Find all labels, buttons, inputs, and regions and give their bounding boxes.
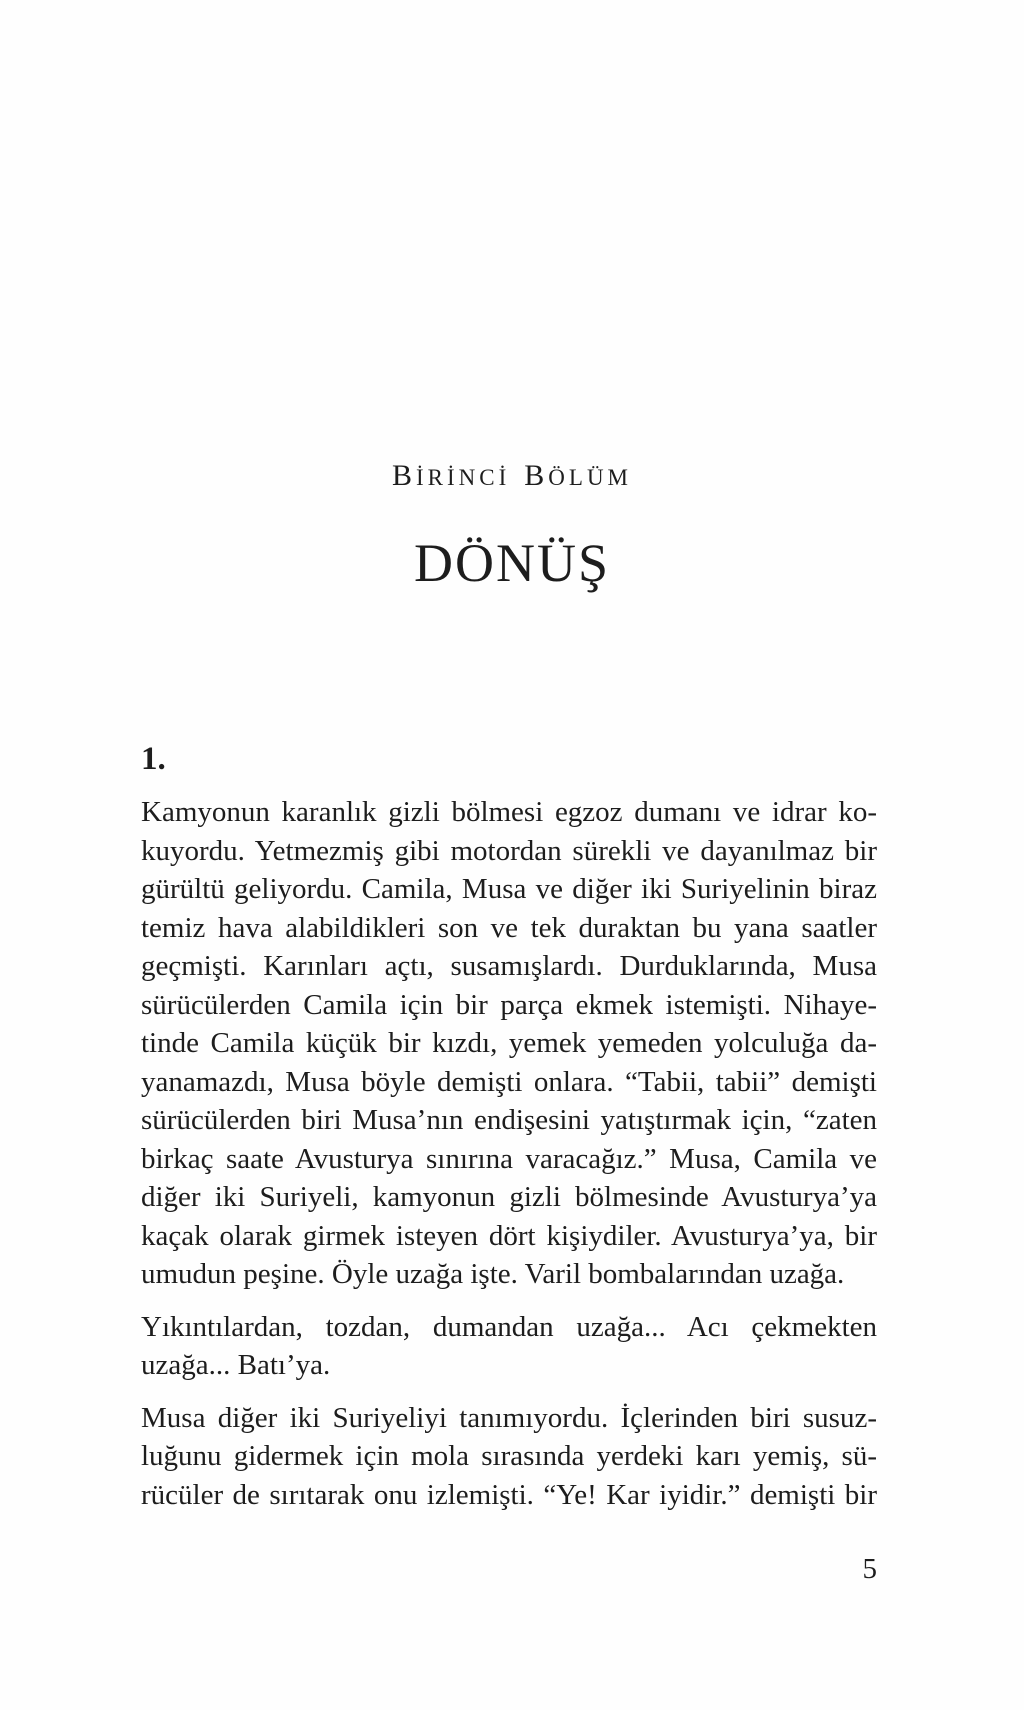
body-text: [141, 793, 877, 1514]
body-line: Yıkıntılardan, tozdan, dumandan uzağa... Acı çekmekten: [141, 1310, 877, 1343]
chapter-heading-word: BİRİNCİ: [391, 459, 511, 492]
body-line: rücüler de sırıtarak onu izlemişti. “Ye! Kar iyidir.” demişti bir: [141, 1478, 877, 1511]
body-line: diğer iki Suriyeli, kamyonun gizli bölmesinde Avusturya’ya: [141, 1181, 877, 1213]
body-line: birkaç saate Avusturya sınırına varacağız.” Musa, Camila ve: [141, 1142, 877, 1175]
body-line: kaçak olarak girmek isteyen dört kişiydiler. Avusturya’ya, bir: [141, 1219, 877, 1252]
chapter-heading-word: BÖLÜM: [524, 459, 633, 492]
body-line: luğunu gidermek için mola sırasında yerdeki karı yemiş, sü-: [141, 1440, 877, 1472]
text-block: [141, 738, 877, 1514]
paragraph: [141, 1308, 877, 1385]
body-line: geçmişti. Karınları açtı, susamışlardı. Durduklarında, Musa: [141, 950, 877, 982]
body-line: uzağa... Batı’ya.: [141, 1349, 331, 1381]
body-line: sürücülerden Camila için bir parça ekmek istemişti. Nihaye-: [141, 988, 877, 1021]
body-line: sürücülerden biri Musa’nın endişesini yatıştırmak için, “zaten: [141, 1104, 877, 1136]
page-number: 5: [862, 1553, 877, 1585]
body-line: kuyordu. Yetmezmiş gibi motordan sürekli ve dayanılmaz bir: [141, 834, 877, 867]
body-line: temiz hava alabildikleri son ve tek duraktan bu yana saatler: [141, 911, 877, 944]
paragraph: [141, 793, 877, 1294]
body-line: gürültü geliyordu. Camila, Musa ve diğer iki Suriyelinin biraz: [141, 873, 877, 905]
body-line: Kamyonun karanlık gizli bölmesi egzoz dumanı ve idrar ko-: [141, 796, 877, 828]
paragraph: [141, 1399, 877, 1515]
body-line: tinde Camila küçük bir kızdı, yemek yemeden yolculuğa da-: [141, 1027, 877, 1059]
body-line: yanamazdı, Musa böyle demişti onlara. “Tabii, tabii” demişti: [141, 1065, 877, 1098]
chapter-title: DÖNÜŞ: [413, 533, 611, 593]
chapter-heading: [0, 459, 1024, 492]
section-number: 1.: [141, 741, 166, 777]
body-line: umudun peşine. Öyle uzağa işte. Varil bombalarından uzağa.: [141, 1258, 845, 1290]
body-line: Musa diğer iki Suriyeliyi tanımıyordu. İçlerinden biri susuz-: [141, 1401, 877, 1434]
